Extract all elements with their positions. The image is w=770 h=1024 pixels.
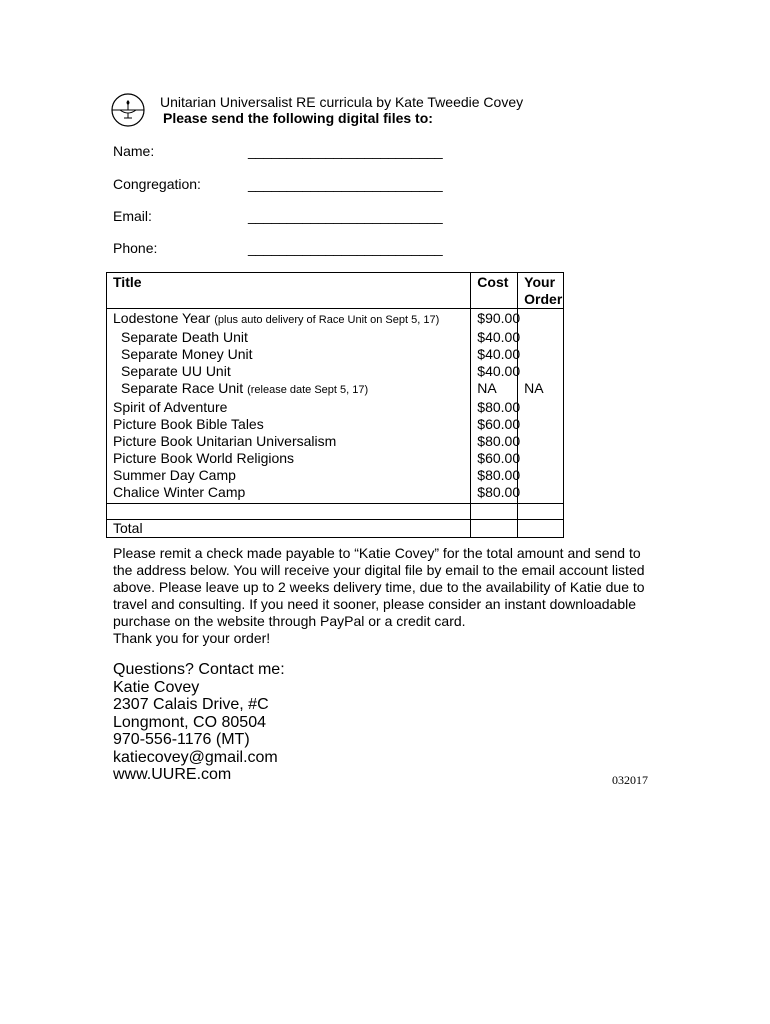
item-cost: $60.00 [471, 416, 518, 433]
chalice-logo-icon [110, 92, 146, 128]
phone-field[interactable]: _________________________ [248, 240, 443, 256]
item-order-cell[interactable] [518, 433, 564, 450]
item-cost: $60.00 [471, 450, 518, 467]
form-code: 032017 [612, 773, 648, 787]
document-subtitle: Please send the following digital files to: [163, 110, 433, 126]
item-cost: $40.00 [471, 329, 518, 346]
item-title: Picture Book World Religions [107, 450, 471, 467]
item-title: Separate Money Unit [107, 346, 471, 363]
table-row [107, 346, 564, 363]
item-cost: $90.00 [471, 309, 518, 330]
title-column-header: Title [107, 273, 471, 309]
table-row [107, 309, 564, 330]
item-order-cell[interactable] [518, 346, 564, 363]
item-note: (release date Sept 5, 17) [247, 384, 369, 396]
contact-website[interactable]: www.UURE.com [113, 766, 232, 783]
table-row [107, 399, 564, 416]
order-table [106, 272, 564, 538]
table-row [107, 380, 564, 399]
name-field[interactable]: _________________________ [248, 143, 443, 159]
contact-phone: 970-556-1176 (MT) [113, 731, 250, 748]
document-title: Unitarian Universalist RE curricula by Kate Tweedie Covey [160, 94, 524, 110]
item-order-cell[interactable] [518, 309, 564, 330]
contact-name: Katie Covey [113, 678, 200, 696]
item-note: (plus auto delivery of Race Unit on Sept 5, 17) [214, 314, 440, 326]
table-row [107, 363, 564, 380]
table-row [107, 416, 564, 433]
phone-label: Phone: [113, 240, 158, 256]
item-order-cell[interactable] [518, 467, 564, 484]
item-order-cell[interactable]: NA [518, 380, 564, 399]
contact-address-line2: Longmont, CO 80504 [113, 713, 266, 731]
table-row [107, 450, 564, 467]
item-cost: $40.00 [471, 346, 518, 363]
item-title: Lodestone Year (plus auto delivery of Race Unit on Sept 5, 17) [107, 309, 471, 330]
email-field[interactable]: _________________________ [248, 208, 443, 224]
email-label: Email: [113, 208, 152, 224]
item-title: Summer Day Camp [107, 467, 471, 484]
remit-text: Please remit a check made payable to “Katie Covey” for the total amount and send to the address below. You will receive your digital file by email to the email account listed above. Please leave up to 2 weeks delivery time, due to the availability of Katie due to travel and consulting. If you need it sooner, please consider an instant downloadable purchase on the website through PayPal or a credit card. [113, 545, 645, 629]
item-order-cell[interactable] [518, 363, 564, 380]
table-row [107, 433, 564, 450]
item-title: Chalice Winter Camp [107, 484, 471, 504]
contact-email[interactable]: katiecovey@gmail.com [113, 748, 278, 766]
contact-address-line1: 2307 Calais Drive, #C [113, 696, 269, 713]
congregation-label: Congregation: [113, 176, 201, 192]
cost-column-header: Cost [471, 273, 518, 309]
item-cost: $80.00 [471, 467, 518, 484]
item-title: Separate UU Unit [107, 363, 471, 380]
item-title: Picture Book Bible Tales [107, 416, 471, 433]
table-row [107, 467, 564, 484]
table-row [107, 484, 564, 504]
item-title: Spirit of Adventure [107, 399, 471, 416]
item-cost: $40.00 [471, 363, 518, 380]
item-cost: NA [471, 380, 518, 399]
item-order-cell[interactable] [518, 329, 564, 346]
total-row [107, 520, 564, 538]
item-order-cell[interactable] [518, 450, 564, 467]
total-label: Total [107, 520, 471, 538]
thank-you-text: Thank you for your order! [113, 630, 271, 646]
blank-row [107, 504, 564, 520]
item-title: Separate Race Unit (release date Sept 5, 17) [107, 380, 471, 399]
item-cost: $80.00 [471, 433, 518, 450]
item-cost: $80.00 [471, 484, 518, 504]
item-order-cell[interactable] [518, 484, 564, 504]
contact-heading: Questions? Contact me: [113, 661, 285, 678]
total-order-cell[interactable] [518, 520, 564, 538]
total-cost-cell[interactable] [471, 520, 518, 538]
congregation-field[interactable]: _________________________ [248, 176, 443, 192]
contact-block [113, 661, 285, 784]
order-column-header: Your Order [518, 273, 564, 309]
item-title: Picture Book Unitarian Universalism [107, 433, 471, 450]
item-order-cell[interactable] [518, 399, 564, 416]
item-cost: $80.00 [471, 399, 518, 416]
remit-instructions [113, 545, 653, 647]
item-order-cell[interactable] [518, 416, 564, 433]
item-title: Separate Death Unit [107, 329, 471, 346]
table-row [107, 329, 564, 346]
name-label: Name: [113, 143, 155, 159]
